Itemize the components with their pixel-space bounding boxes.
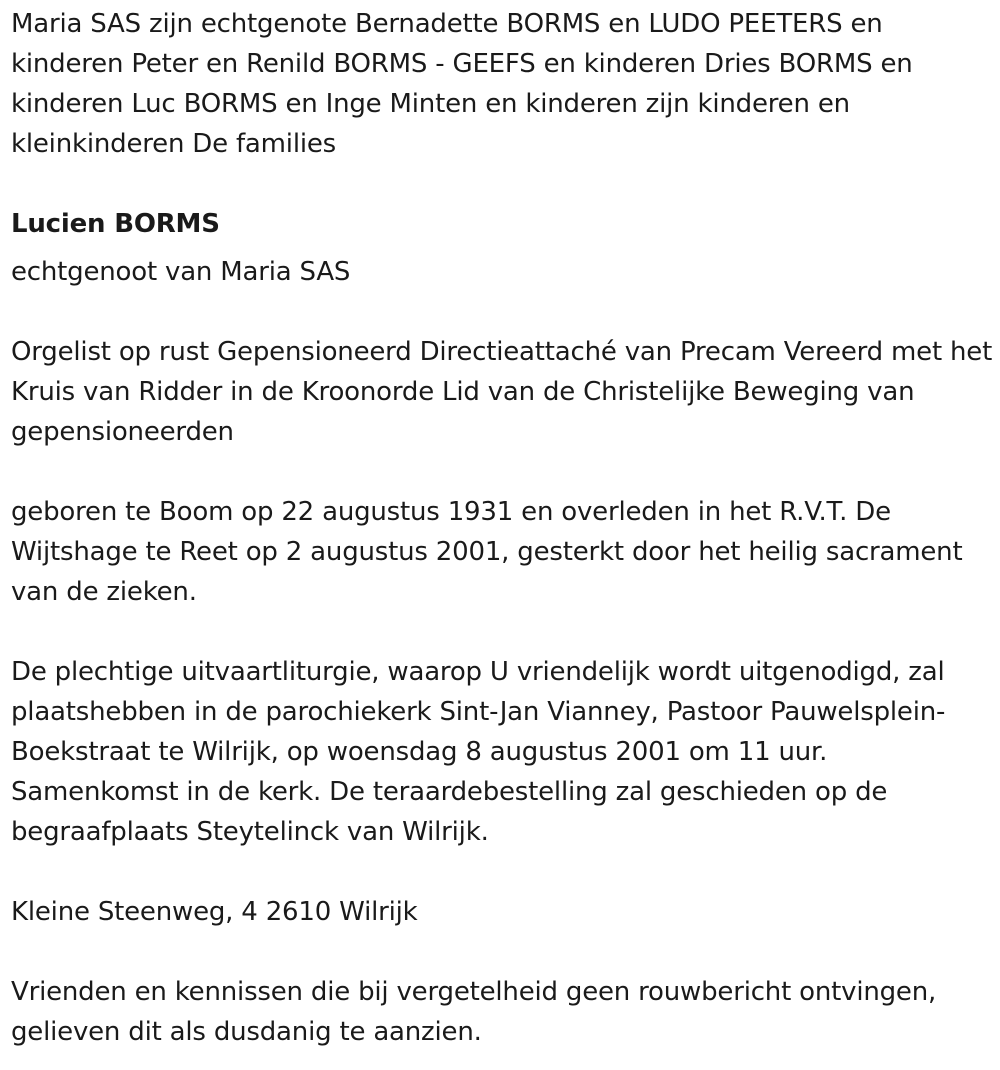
birth-death-paragraph: geboren te Boom op 22 augustus 1931 en overleden in het R.V.T. De Wijtshage te Reet op 2 augustus 2001, gesterkt door het heilig sacrament van de zieken. bbox=[11, 497, 963, 607]
spouse-line: echtgenoot van Maria SAS bbox=[11, 257, 351, 287]
closing-paragraph: Vrienden en kennissen die bij vergetelheid geen rouwbericht ontvingen, gelieven dit als dusdanig te aanzien. bbox=[11, 977, 937, 1047]
address: Kleine Steenweg, 4 2610 Wilrijk bbox=[11, 897, 418, 927]
obituary-notice bbox=[11, 4, 993, 1052]
funeral-paragraph: De plechtige uitvaartliturgie, waarop U vriendelijk wordt uitgenodigd, zal plaatshebben in de parochiekerk Sint-Jan Vianney, Pastoor Pauwelsplein-Boekstraat te Wilrijk, op woensdag 8 augustus 2001 om 11 uur. Samenkomst in de kerk. De teraardebestelling zal geschieden op de begraafplaats Steytelinck van Wilrijk. bbox=[11, 657, 946, 847]
family-announcement: Maria SAS zijn echtgenote Bernadette BORMS en LUDO PEETERS en kinderen Peter en Renild BORMS - GEEFS en kinderen Dries BORMS en kinderen Luc BORMS en Inge Minten en kinderen zijn kinderen en kleinkinderen De families bbox=[11, 9, 913, 159]
titles-paragraph: Orgelist op rust Gepensioneerd Directieattaché van Precam Vereerd met het Kruis van Ridder in de Kroonorde Lid van de Christelijke Beweging van gepensioneerden bbox=[11, 337, 993, 447]
deceased-name: Lucien BORMS bbox=[11, 209, 220, 239]
